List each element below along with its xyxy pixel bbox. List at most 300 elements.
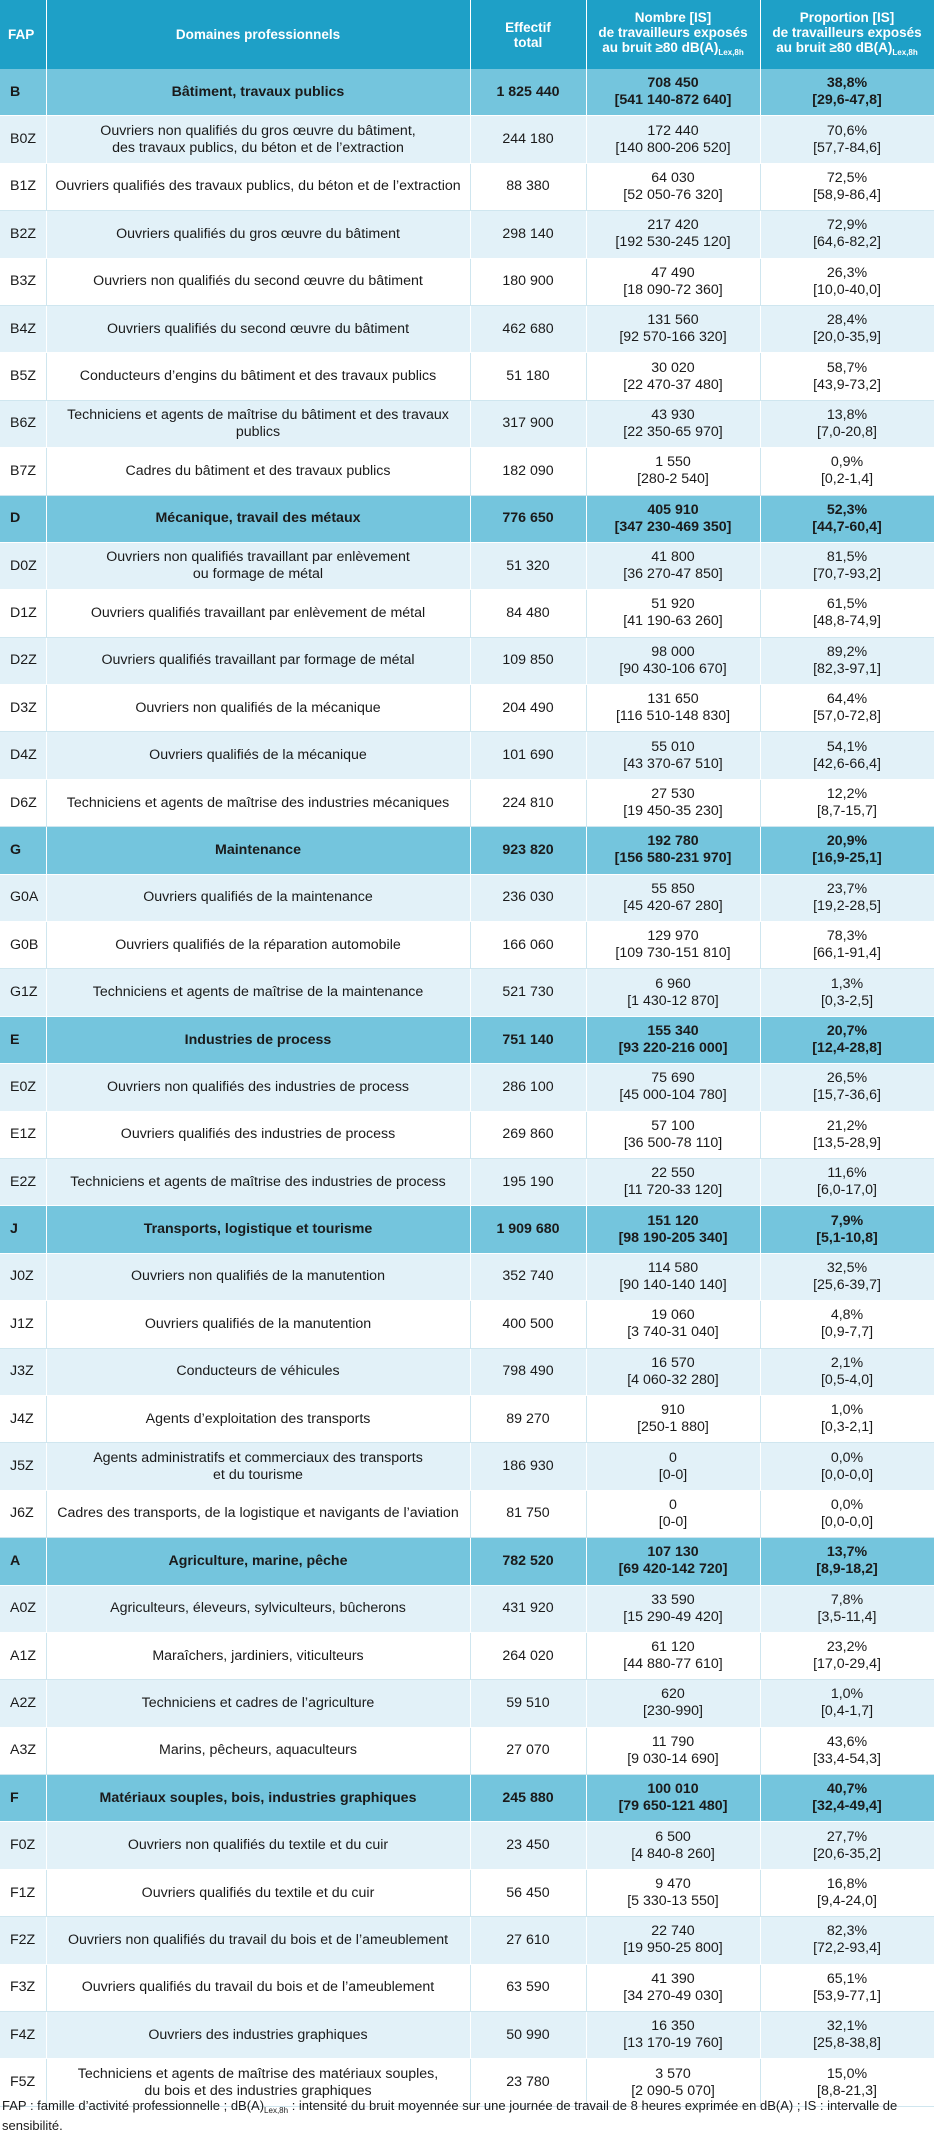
section-row: [0, 1016, 934, 1063]
effectif-cell: 51 320: [470, 542, 586, 589]
nombre-cell: [586, 211, 760, 258]
nombre-cell-line: 75 690: [651, 1070, 695, 1087]
proportion-cell: [760, 1964, 934, 2011]
effectif-cell: 462 680: [470, 305, 586, 352]
proportion-cell-line: [10,0-40,0]: [813, 281, 881, 298]
effectif-cell: 27 610: [470, 1917, 586, 1964]
fap-code-cell: F5Z: [0, 2059, 46, 2106]
domain-label-cell-line: Maraîchers, jardiniers, viticulteurs: [152, 1647, 364, 1664]
proportion-cell-line: [12,4-28,8]: [812, 1040, 882, 1056]
fap-code-cell: E1Z: [0, 1111, 46, 1158]
proportion-cell-line: [82,3-97,1]: [813, 660, 881, 677]
proportion-cell-line: [0,3-2,5]: [820, 992, 874, 1009]
domain-label-cell-line: Marins, pêcheurs, aquaculteurs: [159, 1742, 357, 1759]
domain-label-cell: [46, 495, 470, 542]
nombre-cell-line: [92 570-166 320]: [619, 329, 727, 346]
nombre-cell-line: 708 450: [647, 75, 699, 92]
proportion-cell: [760, 258, 934, 305]
nombre-cell-line: [45 000-104 780]: [619, 1087, 727, 1104]
fap-code-cell: G0A: [0, 874, 46, 921]
domain-label-cell-line: Ouvriers qualifiés du gros œuvre du bâtiment: [116, 225, 400, 242]
nombre-cell-line: 43 930: [651, 406, 695, 423]
nombre-cell-line: [2 090-5 070]: [631, 2082, 715, 2099]
effectif-cell: 352 740: [470, 1253, 586, 1300]
proportion-cell-line: [64,6-82,2]: [813, 234, 881, 251]
fap-code-cell: B2Z: [0, 211, 46, 258]
fap-code-cell: F2Z: [0, 1917, 46, 1964]
effectif-cell: 521 730: [470, 969, 586, 1016]
proportion-cell: [760, 2012, 934, 2059]
domain-label-cell-line: Techniciens et agents de maîtrise des matériaux souples,: [77, 2065, 439, 2082]
effectif-cell: 264 020: [470, 1632, 586, 1679]
nombre-cell: [586, 1206, 760, 1253]
domain-label-cell: [46, 116, 470, 163]
proportion-cell-line: 0,0%: [830, 1449, 864, 1466]
table-row: [0, 163, 934, 210]
fap-code-cell: A0Z: [0, 1585, 46, 1632]
proportion-cell-line: [15,7-36,6]: [813, 1087, 881, 1104]
nombre-cell-line: [90 430-106 670]: [619, 660, 727, 677]
domain-label-cell-line: des travaux publics, du béton et de l’extraction: [112, 139, 404, 156]
nombre-cell-line: 114 580: [647, 1259, 699, 1276]
domain-label-cell-line: Bâtiment, travaux publics: [171, 83, 345, 100]
domain-label-cell-line: Industries de process: [184, 1031, 332, 1048]
fap-code-cell: F: [0, 1775, 46, 1822]
domain-label-cell-line: Cadres des transports, de la logistique et navigants de l’aviation: [57, 1505, 459, 1522]
nombre-cell-line: 0: [669, 1496, 677, 1513]
nombre-cell-line: 155 340: [647, 1023, 699, 1039]
nombre-cell-line: [19 950-25 800]: [623, 1940, 723, 1957]
proportion-cell: [760, 1775, 934, 1822]
domain-label-cell-line: Ouvriers qualifiés travaillant par enlèvement de métal: [90, 604, 426, 621]
fap-code-cell: J: [0, 1206, 46, 1253]
nombre-cell: [586, 353, 760, 400]
domain-label-cell: [46, 1869, 470, 1916]
fap-code-cell: B4Z: [0, 305, 46, 352]
fap-code-cell: J3Z: [0, 1348, 46, 1395]
domain-label-cell: [46, 1443, 470, 1490]
fap-code-cell: A1Z: [0, 1632, 46, 1679]
proportion-cell-line: 82,3%: [826, 1923, 868, 1940]
nombre-cell-line: 57 100: [651, 1117, 695, 1134]
proportion-cell: [760, 685, 934, 732]
effectif-cell: 88 380: [470, 163, 586, 210]
proportion-cell: [760, 1064, 934, 1111]
nombre-cell-line: [11 720-33 120]: [623, 1182, 723, 1199]
fap-code-cell: F3Z: [0, 1964, 46, 2011]
nombre-cell: [586, 1443, 760, 1490]
domain-label-cell: [46, 1680, 470, 1727]
nombre-cell-line: 64 030: [651, 169, 695, 186]
domain-label-cell-line: Ouvriers non qualifiés travaillant par enlèvement: [106, 549, 410, 566]
proportion-cell-line: 61,5%: [826, 596, 868, 613]
domain-label-cell-line: Ouvriers non qualifiés du textile et du cuir: [127, 1837, 389, 1854]
proportion-cell: [760, 116, 934, 163]
effectif-cell: 776 650: [470, 495, 586, 542]
nombre-cell: [586, 448, 760, 495]
proportion-cell-line: 81,5%: [826, 549, 868, 566]
nombre-cell: [586, 1490, 760, 1537]
nombre-cell: [586, 1964, 760, 2011]
nombre-cell-line: 55 010: [651, 738, 695, 755]
effectif-cell: 56 450: [470, 1869, 586, 1916]
proportion-cell: [760, 1680, 934, 1727]
table-row: [0, 1869, 934, 1916]
proportion-cell: [760, 163, 934, 210]
fap-code-cell: E: [0, 1016, 46, 1063]
proportion-cell: [760, 922, 934, 969]
proportion-cell-line: 13,7%: [826, 1544, 868, 1561]
fap-code-cell: F4Z: [0, 2012, 46, 2059]
effectif-cell: 186 930: [470, 1443, 586, 1490]
nombre-cell-line: 51 920: [651, 596, 695, 613]
section-row: [0, 1775, 934, 1822]
proportion-cell: [760, 637, 934, 684]
proportion-cell-line: [25,8-38,8]: [813, 2035, 881, 2052]
table-row: [0, 258, 934, 305]
effectif-cell: 431 920: [470, 1585, 586, 1632]
nombre-cell-line: 22 740: [651, 1923, 695, 1940]
table-row: [0, 116, 934, 163]
fap-code-cell: B6Z: [0, 400, 46, 447]
proportion-cell-line: [5,1-10,8]: [816, 1229, 878, 1246]
proportion-cell-line: [0,0-0,0]: [820, 1513, 874, 1530]
footnote-text-after: : intensité du bruit moyennée sur une journée de travail de 8 heures exprimée en dB(A) ; IS : intervalle de sensibilité.: [2, 2098, 898, 2133]
effectif-cell: 782 520: [470, 1538, 586, 1585]
proportion-cell: [760, 1111, 934, 1158]
proportion-cell: [760, 732, 934, 779]
nombre-cell-line: [44 880-77 610]: [623, 1656, 723, 1673]
domain-label-cell-line: Agriculture, marine, pêche: [168, 1552, 348, 1569]
nombre-cell-line: 41 390: [651, 1970, 695, 1987]
domain-label-cell-line: Ouvriers non qualifiés du gros œuvre du bâtiment,: [100, 122, 416, 139]
section-row: [0, 1206, 934, 1253]
domain-label-cell: [46, 1253, 470, 1300]
domain-label-cell-line: Ouvriers qualifiés de la maintenance: [143, 889, 373, 906]
table-row: [0, 542, 934, 589]
nombre-cell-line: [0-0]: [658, 1466, 688, 1483]
nombre-cell: [586, 1395, 760, 1442]
domain-label-cell: [46, 732, 470, 779]
domain-label-cell-line: Ouvriers non qualifiés du second œuvre du bâtiment: [93, 273, 423, 290]
fap-code-cell: G: [0, 827, 46, 874]
table-row: [0, 1680, 934, 1727]
proportion-cell-line: [43,9-73,2]: [813, 376, 881, 393]
proportion-cell-line: [0,3-2,1]: [820, 1419, 874, 1436]
domain-label-cell-line: Ouvriers qualifiés travaillant par formage de métal: [101, 652, 415, 669]
nombre-cell-line: [45 420-67 280]: [623, 897, 723, 914]
proportion-cell-line: 28,4%: [826, 312, 868, 329]
nombre-cell: [586, 1158, 760, 1205]
proportion-cell-line: 40,7%: [826, 1781, 868, 1798]
nombre-cell-line: 192 780: [647, 833, 699, 850]
fap-code-cell: D6Z: [0, 779, 46, 826]
effectif-cell: 23 780: [470, 2059, 586, 2106]
proportion-cell-line: [20,0-35,9]: [813, 329, 881, 346]
nombre-cell: [586, 1253, 760, 1300]
proportion-cell-line: [0,0-0,0]: [820, 1466, 874, 1483]
table-row: [0, 969, 934, 1016]
nombre-cell-line: 131 650: [647, 691, 699, 708]
nombre-cell-line: 910: [661, 1402, 685, 1419]
nombre-cell: [586, 1016, 760, 1063]
proportion-cell-line: 0,0%: [830, 1496, 864, 1513]
fap-code-cell: J1Z: [0, 1301, 46, 1348]
fap-code-cell: A3Z: [0, 1727, 46, 1774]
proportion-cell: [760, 69, 934, 116]
nombre-cell-line: [280-2 540]: [637, 471, 709, 488]
fap-code-cell: B: [0, 69, 46, 116]
footnote-text-before: FAP : famille d’activité professionnelle ; dB(A): [2, 2098, 265, 2113]
nombre-cell-line: 6 960: [655, 975, 691, 992]
nombre-cell-line: [4 060-32 280]: [627, 1371, 719, 1388]
proportion-cell-line: 13,8%: [826, 406, 868, 423]
nombre-cell: [586, 1301, 760, 1348]
domain-label-cell-line: Ouvriers des industries graphiques: [148, 2026, 368, 2043]
proportion-cell-line: [57,0-72,8]: [813, 708, 881, 725]
nombre-cell: [586, 685, 760, 732]
proportion-cell-line: 32,5%: [826, 1259, 868, 1276]
nombre-cell-line: 41 800: [651, 549, 695, 566]
effectif-cell: 751 140: [470, 1016, 586, 1063]
proportion-cell: [760, 1869, 934, 1916]
nombre-cell-line: 16 570: [651, 1354, 695, 1371]
nombre-cell-line: [41 190-63 260]: [623, 613, 723, 630]
proportion-cell: [760, 779, 934, 826]
domain-label-cell-line: Techniciens et agents de maîtrise des industries de process: [70, 1173, 446, 1190]
nombre-cell-line: 61 120: [651, 1639, 695, 1656]
nombre-cell-line: [541 140-872 640]: [614, 92, 732, 109]
nombre-cell-line: 30 020: [651, 359, 695, 376]
proportion-cell: [760, 495, 934, 542]
domain-label-cell: [46, 2012, 470, 2059]
table-header-row: [0, 0, 934, 69]
header-proportion-line2: de travailleurs exposés: [772, 24, 922, 40]
nombre-cell-line: 620: [661, 1686, 685, 1703]
proportion-cell-line: [33,4-54,3]: [813, 1750, 881, 1767]
proportion-cell-line: 27,7%: [826, 1828, 868, 1845]
nombre-cell-line: [69 420-142 720]: [618, 1561, 728, 1578]
fap-code-cell: F1Z: [0, 1869, 46, 1916]
domain-label-cell-line: Transports, logistique et tourisme: [143, 1221, 373, 1238]
effectif-cell: 84 480: [470, 590, 586, 637]
effectif-cell: 81 750: [470, 1490, 586, 1537]
nombre-cell: [586, 1632, 760, 1679]
nombre-cell-line: [3 740-31 040]: [627, 1324, 719, 1341]
header-effectif: [470, 0, 586, 69]
nombre-cell: [586, 969, 760, 1016]
nombre-cell: [586, 163, 760, 210]
nombre-cell: [586, 258, 760, 305]
domain-label-cell: [46, 685, 470, 732]
effectif-cell: 286 100: [470, 1064, 586, 1111]
domain-label-cell: [46, 1822, 470, 1869]
nombre-cell-line: [93 220-216 000]: [618, 1040, 728, 1056]
proportion-cell: [760, 211, 934, 258]
nombre-cell-line: [109 730-151 810]: [615, 945, 731, 962]
nombre-cell-line: [9 030-14 690]: [627, 1750, 719, 1767]
nombre-cell-line: 129 970: [647, 928, 699, 945]
proportion-cell-line: [48,8-74,9]: [813, 613, 881, 630]
domain-label-cell-line: Ouvriers qualifiés des industries de process: [120, 1126, 396, 1143]
proportion-cell: [760, 1490, 934, 1537]
domain-label-cell: [46, 1064, 470, 1111]
proportion-cell: [760, 1822, 934, 1869]
fap-code-cell: J4Z: [0, 1395, 46, 1442]
nombre-cell: [586, 305, 760, 352]
fap-code-cell: F0Z: [0, 1822, 46, 1869]
nombre-cell-line: [347 230-469 350]: [614, 518, 732, 535]
nombre-cell: [586, 1917, 760, 1964]
header-proportion-line3: au bruit ≥80 dB(A): [776, 39, 893, 55]
nombre-cell-line: 6 500: [655, 1828, 691, 1845]
domain-label-cell: [46, 1395, 470, 1442]
nombre-cell: [586, 1348, 760, 1395]
proportion-cell-line: 12,2%: [826, 786, 868, 803]
footnote-sub: Lex,8h: [264, 2106, 289, 2115]
proportion-cell-line: [25,6-39,7]: [813, 1276, 881, 1293]
proportion-cell-line: 2,1%: [830, 1354, 864, 1371]
proportion-cell-line: [32,4-49,4]: [812, 1798, 882, 1815]
nombre-cell-line: 47 490: [651, 264, 695, 281]
effectif-cell: 166 060: [470, 922, 586, 969]
fap-code-cell: E2Z: [0, 1158, 46, 1205]
header-nombre-sub: Lex,8h: [718, 47, 744, 57]
effectif-cell: 317 900: [470, 400, 586, 447]
domain-label-cell-line: Ouvriers qualifiés de la manutention: [144, 1315, 372, 1332]
proportion-cell: [760, 1585, 934, 1632]
domain-label-cell: [46, 400, 470, 447]
domain-label-cell-line: Conducteurs d’engins du bâtiment et des travaux publics: [79, 368, 437, 385]
proportion-cell: [760, 353, 934, 400]
domain-label-cell-line: Techniciens et agents de maîtrise de la maintenance: [92, 984, 424, 1001]
domain-label-cell: [46, 163, 470, 210]
table-row: [0, 1632, 934, 1679]
table-row: [0, 1585, 934, 1632]
fap-code-cell: D0Z: [0, 542, 46, 589]
effectif-cell: 180 900: [470, 258, 586, 305]
proportion-cell-line: [53,9-77,1]: [813, 1987, 881, 2004]
proportion-cell-line: [8,9-18,2]: [816, 1561, 878, 1578]
nombre-cell: [586, 1869, 760, 1916]
nombre-cell-line: 27 530: [651, 786, 695, 803]
fap-code-cell: D: [0, 495, 46, 542]
nombre-cell-line: 172 440: [647, 122, 699, 139]
proportion-cell-line: [7,0-20,8]: [817, 423, 877, 440]
fap-code-cell: B5Z: [0, 353, 46, 400]
proportion-cell-line: 26,3%: [826, 264, 868, 281]
proportion-cell-line: [3,5-11,4]: [817, 1608, 877, 1625]
nombre-cell-line: [22 470-37 480]: [623, 376, 723, 393]
nombre-cell-line: [43 370-67 510]: [623, 755, 723, 772]
proportion-cell-line: 38,8%: [826, 75, 868, 92]
header-proportion-sub: Lex,8h: [892, 47, 918, 57]
effectif-cell: 1 825 440: [470, 69, 586, 116]
domain-label-cell-line: Agents administratifs et commerciaux des transports: [93, 1449, 423, 1466]
table-row: [0, 685, 934, 732]
proportion-cell-line: 78,3%: [826, 928, 868, 945]
proportion-cell-line: 1,0%: [830, 1402, 864, 1419]
fap-code-cell: D1Z: [0, 590, 46, 637]
proportion-cell: [760, 1206, 934, 1253]
nombre-cell-line: 11 790: [651, 1733, 695, 1750]
table-row: [0, 1253, 934, 1300]
nombre-cell-line: 405 910: [647, 501, 699, 518]
nombre-cell: [586, 827, 760, 874]
domain-label-cell-line: et du tourisme: [213, 1466, 303, 1483]
proportion-cell-line: [57,7-84,6]: [813, 139, 881, 156]
fap-code-cell: B0Z: [0, 116, 46, 163]
nombre-cell: [586, 1064, 760, 1111]
nombre-cell-line: [36 270-47 850]: [623, 566, 723, 583]
domain-label-cell-line: Ouvriers non qualifiés de la manutention: [131, 1268, 385, 1285]
proportion-cell: [760, 1253, 934, 1300]
effectif-cell: 923 820: [470, 827, 586, 874]
domain-label-cell-line: Ouvriers non qualifiés du travail du bois et de l’ameublement: [67, 1931, 449, 1948]
header-proportion-line1: Proportion [IS]: [799, 9, 895, 25]
domain-label-cell-line: Techniciens et agents de maîtrise du bâtiment et des travaux: [67, 406, 449, 423]
domain-label-cell-line: Mécanique, travail des métaux: [155, 510, 361, 527]
fap-code-cell: J0Z: [0, 1253, 46, 1300]
domain-label-cell: [46, 1301, 470, 1348]
fap-code-cell: J5Z: [0, 1443, 46, 1490]
proportion-cell-line: 58,7%: [826, 359, 868, 376]
proportion-cell: [760, 874, 934, 921]
effectif-cell: 245 880: [470, 1775, 586, 1822]
nombre-cell: [586, 637, 760, 684]
proportion-cell: [760, 1443, 934, 1490]
nombre-cell: [586, 779, 760, 826]
proportion-cell-line: 23,7%: [826, 880, 868, 897]
effectif-cell: 195 190: [470, 1158, 586, 1205]
table-row: [0, 1727, 934, 1774]
fap-code-cell: G0B: [0, 922, 46, 969]
nombre-cell-line: [250-1 880]: [637, 1419, 709, 1436]
header-nombre-line3: au bruit ≥80 dB(A): [602, 39, 719, 55]
table-row: [0, 1064, 934, 1111]
proportion-cell-line: 65,1%: [826, 1970, 868, 1987]
nombre-cell-line: [22 350-65 970]: [623, 423, 723, 440]
header-effectif-line2: total: [513, 34, 543, 50]
effectif-cell: 1 909 680: [470, 1206, 586, 1253]
domain-label-cell-line: Ouvriers qualifiés du second œuvre du bâtiment: [106, 320, 410, 337]
fap-code-cell: D3Z: [0, 685, 46, 732]
header-domain: Domaines professionnels: [46, 0, 470, 69]
effectif-cell: 101 690: [470, 732, 586, 779]
nombre-cell-line: [34 270-49 030]: [623, 1987, 723, 2004]
fap-code-cell: A: [0, 1538, 46, 1585]
effectif-cell: 109 850: [470, 637, 586, 684]
effectif-cell: 51 180: [470, 353, 586, 400]
domain-label-cell: [46, 1016, 470, 1063]
table-body: [0, 69, 934, 2106]
domain-label-cell-line: Conducteurs de véhicules: [176, 1363, 340, 1380]
proportion-cell: [760, 1158, 934, 1205]
domain-label-cell: [46, 1158, 470, 1205]
domain-label-cell: [46, 1206, 470, 1253]
table-row: [0, 1158, 934, 1205]
nombre-cell-line: [79 650-121 480]: [618, 1798, 728, 1815]
proportion-cell-line: 70,6%: [826, 122, 868, 139]
effectif-cell: 400 500: [470, 1301, 586, 1348]
proportion-cell-line: [20,6-35,2]: [813, 1845, 881, 1862]
proportion-cell-line: 21,2%: [826, 1117, 868, 1134]
table-row: [0, 400, 934, 447]
proportion-cell: [760, 1301, 934, 1348]
domain-label-cell-line: du bois et des industries graphiques: [144, 2082, 372, 2099]
table-row: [0, 448, 934, 495]
domain-label-cell-line: Cadres du bâtiment et des travaux publics: [125, 462, 391, 479]
